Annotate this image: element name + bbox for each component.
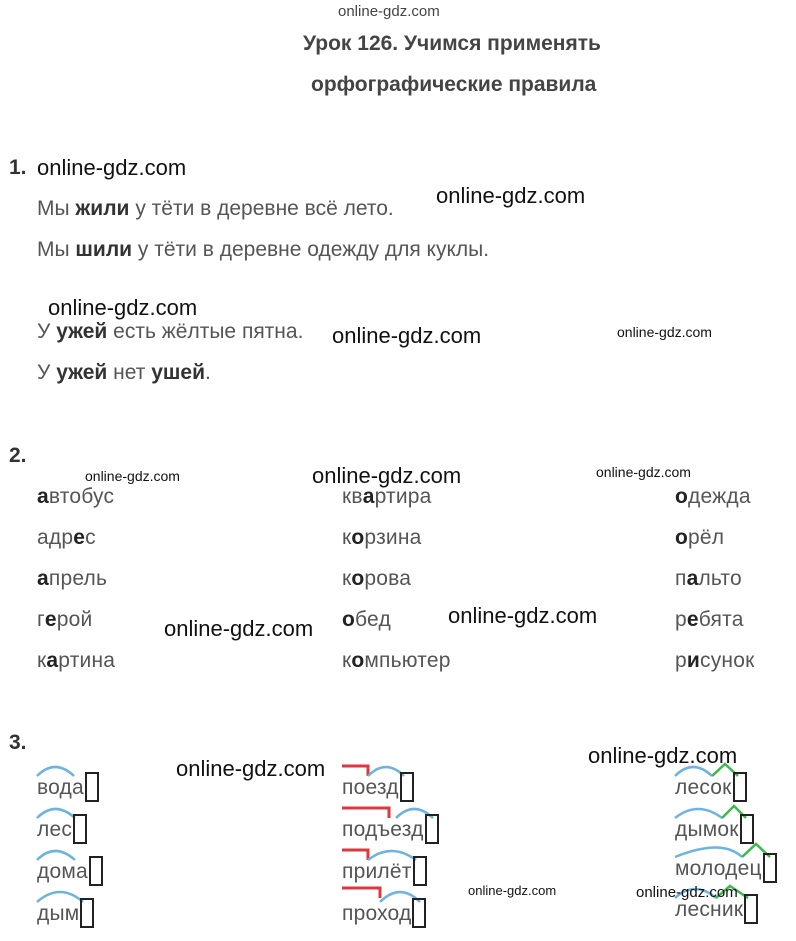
stressed-vowel: о	[675, 485, 689, 508]
sentence-text: есть жёлтые пятна.	[107, 320, 304, 343]
word-item: проход	[342, 898, 426, 928]
watermark: online-gdz.com	[596, 464, 691, 480]
word-item: лесок	[675, 772, 747, 802]
ending-box	[89, 856, 103, 886]
word-item: поезд	[342, 772, 414, 802]
task3-number: 3.	[9, 731, 27, 754]
stressed-vowel: е	[686, 608, 699, 631]
sentence-text: Мы	[37, 238, 76, 261]
ending-box	[85, 772, 99, 802]
watermark: online-gdz.com	[48, 295, 198, 320]
watermark: online-gdz.com	[37, 155, 187, 180]
word-item: квартира	[342, 485, 432, 508]
ending-box	[744, 894, 758, 924]
ending-box	[412, 898, 426, 928]
word-item: молодец	[675, 853, 777, 883]
ending-box	[425, 814, 439, 844]
word-item: дымок	[675, 814, 754, 844]
watermark: online-gdz.com	[436, 183, 586, 208]
word-item: подъезд	[342, 814, 439, 844]
word-item: апрель	[37, 567, 108, 590]
stressed-vowel: а	[362, 485, 375, 508]
stressed-vowel: а	[46, 649, 59, 672]
sentence-text: у тёти в деревне всё лето.	[129, 197, 394, 220]
word-item: лес	[37, 814, 87, 844]
word-item: дома	[37, 856, 103, 886]
word-item: адрес	[37, 526, 96, 549]
ending-box	[413, 856, 427, 886]
word-item: ребята	[675, 608, 744, 631]
watermark: online-gdz.com	[617, 324, 712, 340]
stressed-vowel: а	[686, 567, 699, 590]
sentence-text: У	[37, 320, 57, 343]
stressed-vowel: и	[686, 649, 701, 672]
sentence-text: .	[204, 361, 211, 384]
sentence-text: у тёти в деревне одежду для куклы.	[132, 238, 490, 261]
word-item: одежда	[675, 485, 751, 508]
ending-box	[80, 898, 94, 928]
watermark: online-gdz.com	[636, 884, 738, 901]
stressed-vowel: о	[351, 567, 365, 590]
word-item: корова	[342, 567, 412, 590]
word-item: картина	[37, 649, 116, 672]
word-item: орёл	[675, 526, 725, 549]
watermark: online-gdz.com	[164, 616, 314, 641]
watermark: online-gdz.com	[468, 883, 557, 898]
highlight-word: ужей	[56, 361, 108, 384]
stressed-vowel: е	[73, 526, 86, 549]
prefix-mark	[342, 888, 380, 898]
highlight-word: ужей	[56, 320, 108, 343]
stressed-vowel: а	[37, 567, 49, 590]
word-item: герой	[37, 608, 93, 631]
stressed-vowel: о	[351, 649, 365, 672]
word-item: обед	[342, 608, 391, 631]
sentence-text: Мы	[37, 197, 76, 220]
word-item: автобус	[37, 485, 115, 508]
word-item: корзина	[342, 526, 422, 549]
word-item: пальто	[675, 567, 742, 590]
sentence-text: нет	[107, 361, 152, 384]
watermark: online-gdz.com	[312, 463, 462, 488]
stressed-vowel: о	[342, 608, 356, 631]
watermark: online-gdz.com	[85, 468, 180, 484]
watermark: online-gdz.com	[176, 756, 326, 781]
highlight-word: жили	[75, 197, 130, 220]
lesson-title-line1: Урок 126. Учимся применять	[303, 32, 601, 55]
ending-box	[73, 814, 87, 844]
stressed-vowel: о	[675, 526, 689, 549]
watermark: online-gdz.com	[588, 743, 738, 768]
lesson-title-line2: орфографические правила	[311, 73, 597, 96]
word-item: компьютер	[342, 649, 451, 672]
stressed-vowel: о	[351, 526, 365, 549]
word-item: прилёт	[342, 856, 427, 886]
watermark: online-gdz.com	[332, 323, 482, 348]
ending-box	[733, 772, 747, 802]
task1-number: 1.	[9, 156, 27, 179]
watermark-top: online-gdz.com	[338, 3, 440, 20]
highlight-word: ушей	[151, 361, 205, 384]
word-item: вода	[37, 772, 99, 802]
word-item: лесник	[675, 894, 758, 924]
task2-number: 2.	[9, 444, 27, 467]
watermark: online-gdz.com	[448, 603, 598, 628]
word-item: дым	[37, 898, 94, 928]
highlight-word: шили	[75, 238, 133, 261]
ending-box	[763, 853, 777, 883]
ending-box	[400, 772, 414, 802]
word-item: рисунок	[675, 649, 755, 672]
stressed-vowel: е	[44, 608, 57, 631]
stressed-vowel: а	[37, 485, 49, 508]
ending-box	[740, 814, 754, 844]
sentence-text: У	[37, 361, 57, 384]
